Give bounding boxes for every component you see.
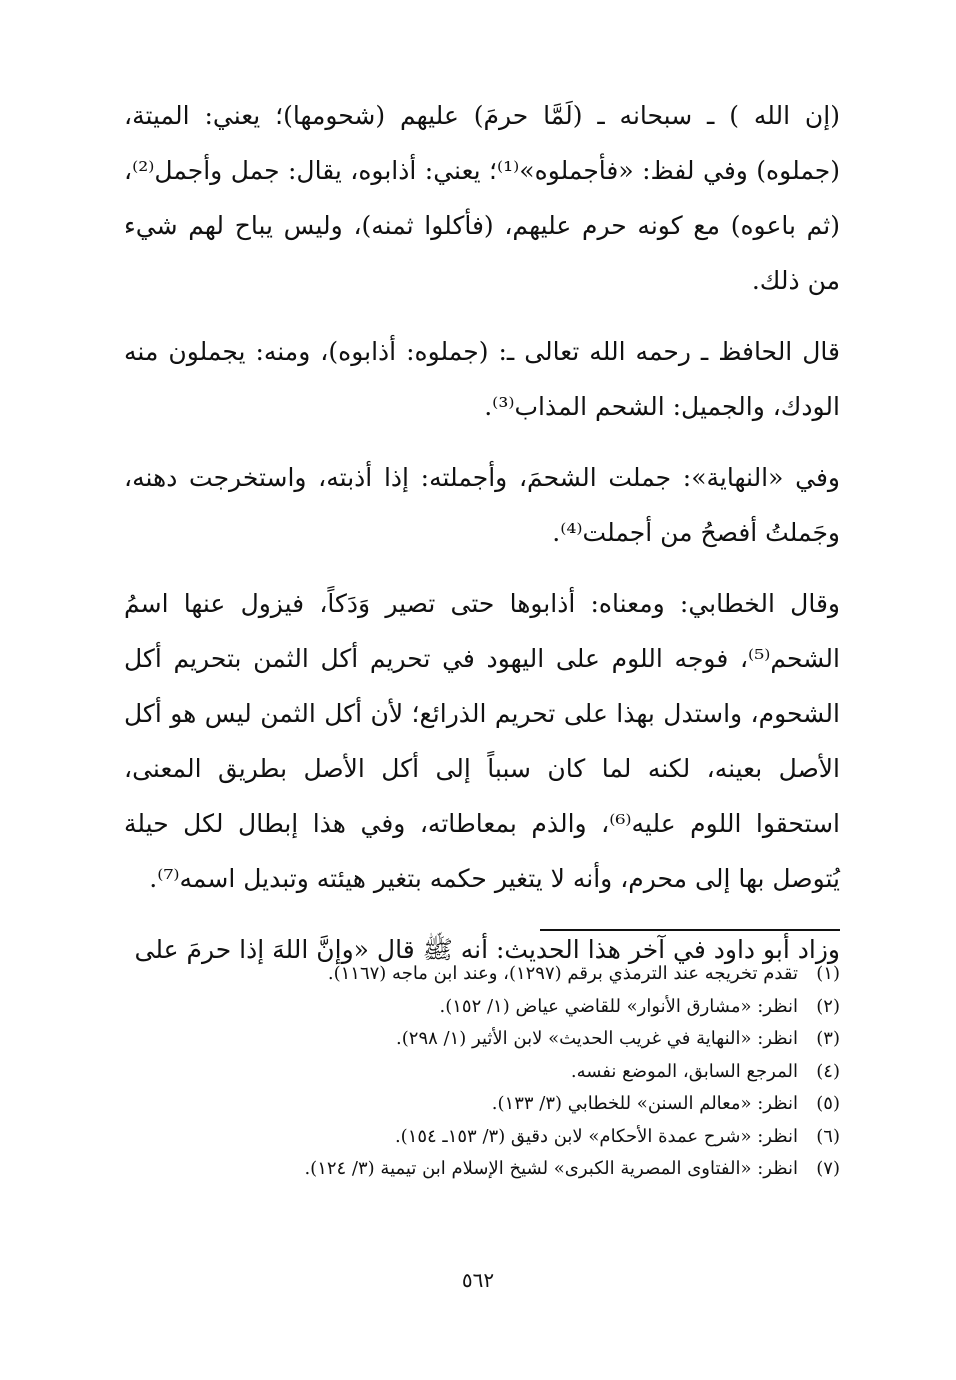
footnote-number: (١) bbox=[816, 963, 840, 984]
footnote-item bbox=[160, 1088, 840, 1121]
footnote-text: انظر: «الفتاوى المصرية الكبرى» لشيخ الإسلام ابن تيمية (٣/ ١٢٤). bbox=[304, 1158, 798, 1179]
footnote-item bbox=[160, 1023, 840, 1056]
footnotes bbox=[160, 958, 840, 1186]
footnote-item bbox=[160, 1121, 840, 1154]
footnote-number: (٢) bbox=[816, 995, 840, 1017]
footnote-number: (٦) bbox=[816, 1125, 840, 1147]
main-text bbox=[124, 88, 840, 993]
paragraph-4: وقال الخطابي: ومعناه: أذابوها حتى تصير وَدَكاً، فيزول عنها اسمُ الشحم⁽⁵⁾، فوجه اللوم على اليهود في تحريم أكل الثمن بتحريم أكل الشحوم، واستدل بهذا على تحريم الذرائع؛ لأن أكل الثمن ليس هو أكل الأصل بعينه، لكنه لما كان سبباً إلى أكل الأصل بطريق المعنى، استحقوا اللوم عليه⁽⁶⁾، والذم بمعاطاته، وفي هذا إبطال لكل حيلة يُتوصل بها إلى محرم، وأنه لا يتغير حكمه بتغير هيئته وتبديل اسمه⁽⁷⁾. bbox=[124, 589, 840, 893]
footnote-number: (٥) bbox=[816, 1093, 840, 1114]
footnote-item bbox=[160, 958, 840, 991]
paragraph-1: (إن الله ) ـ سبحانه ـ (لَمَّا حرمَ) عليهم (شحومها)؛ يعني: الميتة، (جملوه) وفي لفظ: «فأجملوه»⁽¹⁾؛ يعني: أذابوه، يقال: جمل وأجمل⁽²⁾، (ثم باعوه) مع كونه حرم عليهم، (فأكلوا ثمنه)، وليس يباح لهم شيء من ذلك. bbox=[124, 101, 841, 295]
footnote-number: (٧) bbox=[816, 1158, 840, 1179]
footnote-text: انظر: «مشارق الأنوار» للقاضي عياض (١/ ١٥٢). bbox=[439, 995, 798, 1017]
page-number: ٥٦٢ bbox=[461, 1268, 495, 1292]
footnote-text: تقدم تخريجه عند الترمذي برقم (١٢٩٧)، وعند ابن ماجه (١١٦٧). bbox=[327, 963, 798, 984]
footnote-item bbox=[160, 1056, 840, 1089]
footnote-text: المرجع السابق، الموضع نفسه. bbox=[570, 1060, 798, 1082]
footnote-number: (٣) bbox=[816, 1028, 840, 1049]
footnote-text: انظر: «معالم السنن» للخطابي (٣/ ١٣٣). bbox=[491, 1093, 798, 1114]
footnote-text: انظر: «النهاية في غريب الحديث» لابن الأثير (١/ ٢٩٨). bbox=[396, 1028, 798, 1049]
footnote-item bbox=[160, 991, 840, 1024]
footnote-number: (٤) bbox=[816, 1060, 840, 1082]
paragraph-5: وزاد أبو داود في آخر هذا الحديث: أنه ﷺ قال «وإنَّ اللهَ إذا حرمَ على bbox=[134, 935, 840, 964]
paragraph-3: وفي «النهاية»: جملت الشحمَ، وأجملته: إذا أذبته، واستخرجت دهنه، وجَملتُ أفصحُ من أجملت⁽⁴⁾. bbox=[124, 463, 840, 547]
paragraph-2: قال الحافظ ـ رحمه الله تعالى ـ: (جملوه: أذابوه)، ومنه: يجملون منه الودك، والجميل: الشحم المذاب⁽³⁾. bbox=[124, 337, 840, 421]
footnote-divider bbox=[540, 929, 840, 931]
footnote-text: انظر: «شرح عمدة الأحكام» لابن دقيق (٣/ ١٥٣ـ ١٥٤). bbox=[394, 1125, 798, 1147]
footnote-item bbox=[160, 1153, 840, 1186]
